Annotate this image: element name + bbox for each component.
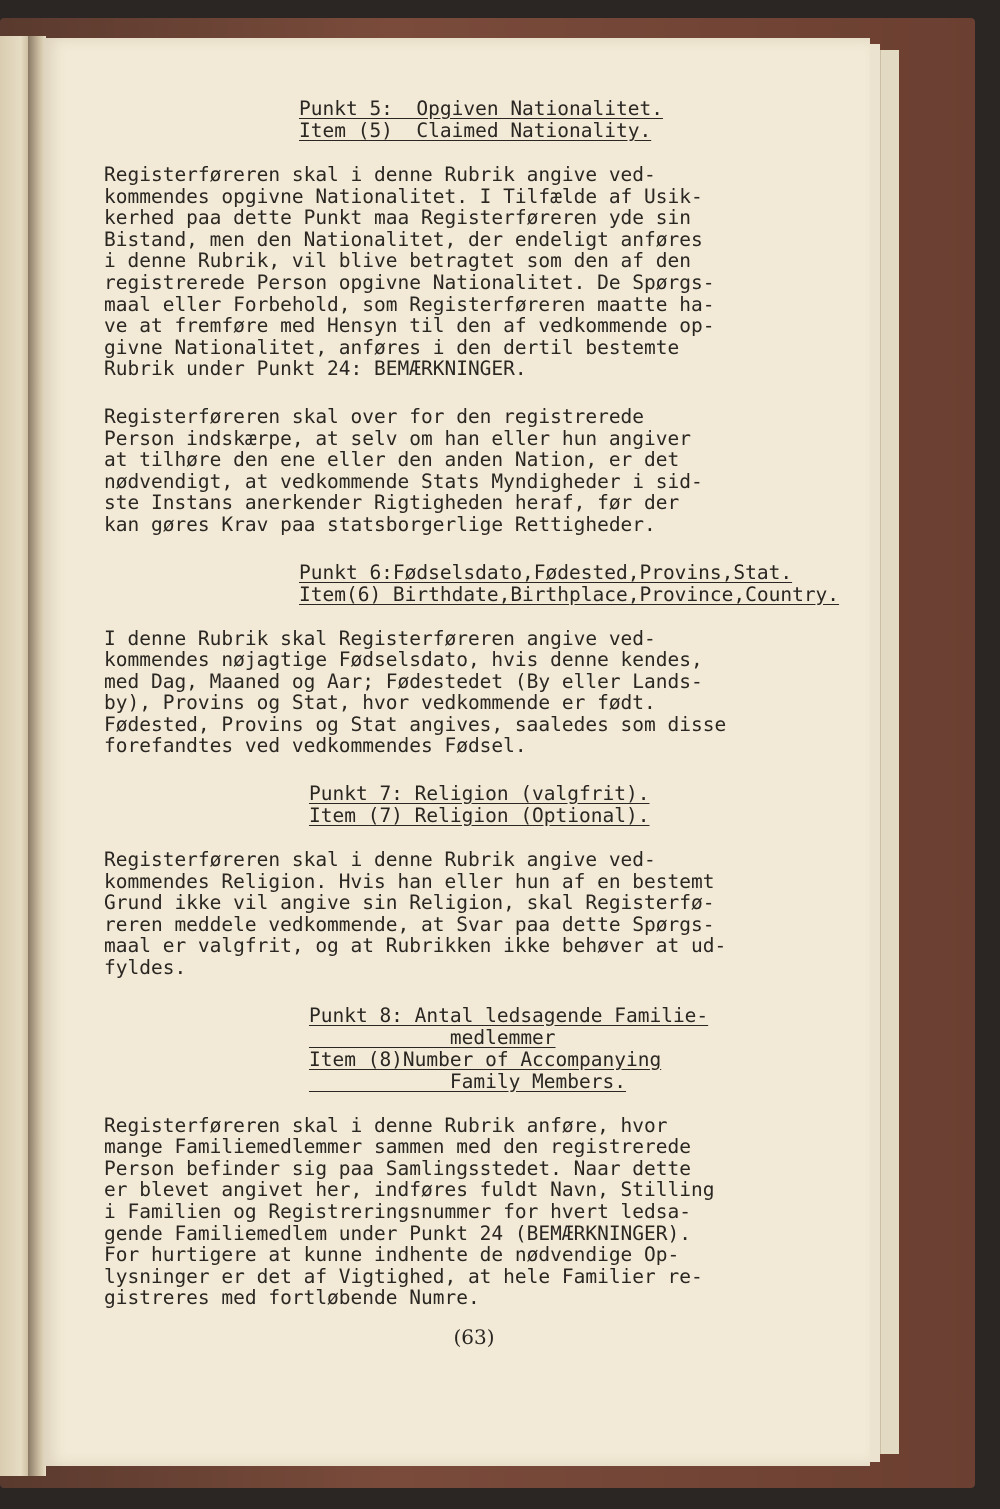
left-page-edge: [0, 36, 30, 1476]
paragraph: Registerføreren skal i denne Rubrik anføre, hvor mange Familiemedlemmer sammen med den registrerede Person befinder sig paa Samlingsstedet. Naar dette er blevet angivet her, indføres fuldt Navn, Stilling i Familien og Registreringsnummer for hvert ledsa- gende Familiemedlem under Punkt 24 (BEMÆRKNINGER). For hurtigere at kunne indhente de nødvendige Op- lysninger er det af Vigtighed, at hele Familier re- gistreres med fortløbende Numre.: [104, 1113, 715, 1310]
heading-line: Punkt 6:Fødselsdato,Fødested,Provins,Stat.: [299, 560, 793, 584]
page-number: (63): [453, 1324, 495, 1349]
document-page: [44, 38, 870, 1466]
heading-line: Item(6) Birthdate,Birthplace,Province,Country.: [299, 582, 840, 606]
section-heading-punkt-7: [104, 783, 844, 827]
page-stack-edge: [870, 44, 880, 1462]
paragraph: Registerføreren skal i denne Rubrik angive ved- kommendes opgivne Nationalitet. I Tilfælde af Usik- kerhed paa dette Punkt maa Registerføreren yde sin Bistand, men den Nationalitet, der endeligt anføres i denne Rubrik, vil blive betragtet som den af den registrerede Person opgivne Nationalitet. De Spørgs- maal eller Forbehold, som Registerføreren maatte ha- ve at fremføre med Hensyn til den af vedkommende op- givne Nationalitet, anføres i den dertil bestemte Rubrik under Punkt 24: BEMÆRKNINGER.: [104, 163, 715, 381]
heading-line: Punkt 8: Antal ledsagende Familie-: [309, 1003, 709, 1027]
section-heading-punkt-6: [104, 562, 844, 606]
heading-line: Item (7) Religion (Optional).: [309, 804, 650, 828]
heading-line: Family Members.: [309, 1069, 626, 1093]
page-content: [104, 98, 844, 1349]
paragraph: I denne Rubrik skal Registerføreren angive ved- kommendes nøjagtige Fødselsdato, hvis denne kendes, med Dag, Maaned og Aar; Fødestedet (By eller Lands- by), Provins og Stat, hvor vedkommende er født. Fødested, Provins og Stat angives, saaledes som disse forefandtes ved vedkommendes Fødsel.: [104, 626, 727, 758]
section-heading-punkt-8: [104, 1005, 844, 1093]
page-stack-edge: [880, 50, 899, 1454]
heading-line: Item (8)Number of Accompanying: [309, 1047, 662, 1071]
paragraph: Registerføreren skal over for den registrerede Person indskærpe, at selv om han eller hun angiver at tilhøre den ene eller den anden Nation, er det nødvendigt, at vedkommende Stats Myndigheder i sid- ste Instans anerkender Rigtigheden heraf, før der kan gøres Krav paa statsborgerlige Rettigheder.: [104, 404, 703, 536]
heading-line: Punkt 5: Opgiven Nationalitet.: [299, 97, 663, 120]
section-heading-punkt-5: [104, 98, 844, 142]
heading-line: medlemmer: [309, 1025, 556, 1049]
heading-line: Item (5) Claimed Nationality.: [299, 119, 652, 142]
heading-line: Punkt 7: Religion (valgfrit).: [309, 782, 650, 806]
paragraph: Registerføreren skal i denne Rubrik angive ved- kommendes Religion. Hvis han eller hun af en bestemt Grund ikke vil angive sin Religion, skal Registerfø- reren meddele vedkommende, at Svar paa dette Spørgs- maal er valgfrit, og at Rubrikken ikke behøver at ud- fyldes.: [104, 848, 727, 980]
